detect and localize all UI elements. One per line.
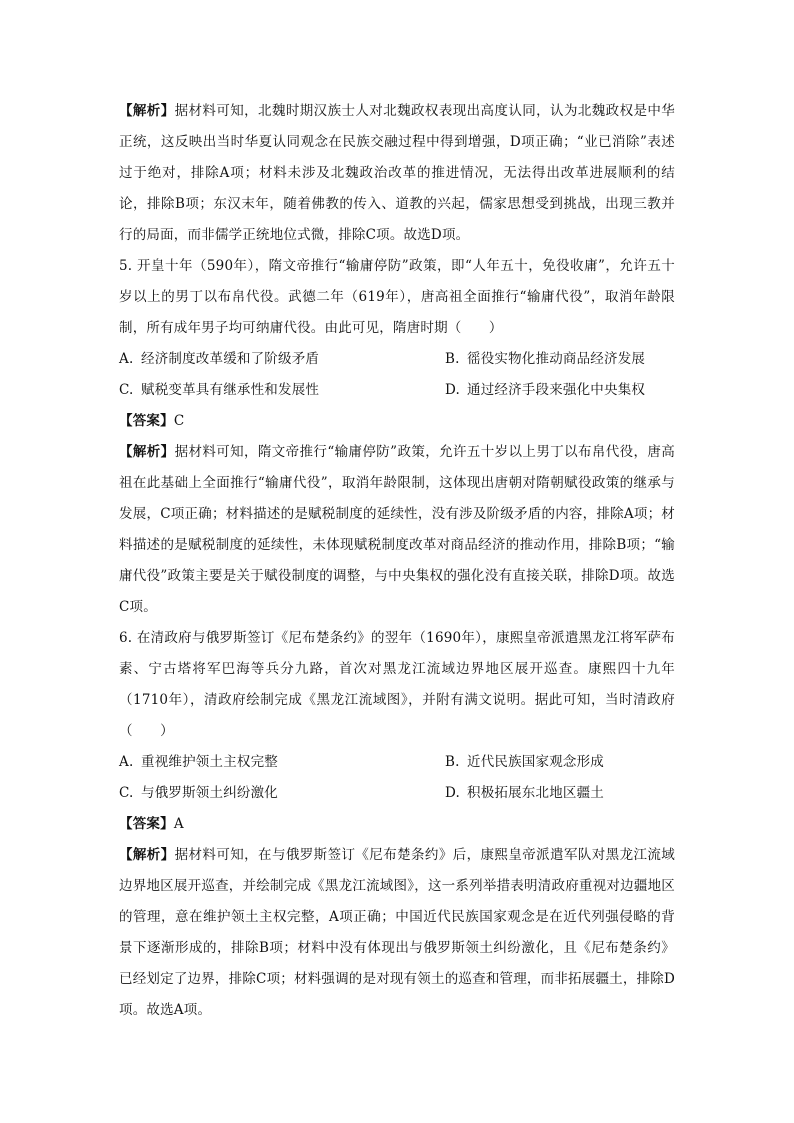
question-options-5	[119, 344, 675, 406]
option-letter: B.	[445, 351, 460, 367]
option-c	[119, 778, 445, 809]
option-letter: B.	[445, 754, 460, 770]
option-text: 通过经济手段来强化中央集权	[467, 382, 646, 398]
analysis-text: 据材料可知，在与俄罗斯签订《尼布楚条约》后，康熙皇帝派遣军队对黑龙江流域边界地区展开巡查，并绘制完成《黑龙江流域图》，这一系列举措表明清政府重视对边疆地区的管理，意在维护领土主权完整，A项正确；中国近代民族国家观念是在近代列强侵略的背景下逐渐形成的，排除B项；材料中没有体现出与俄罗斯领土纠纷激化，且《尼布楚条约》已经划定了边界，排除C项；材料强调的是对现有领土的巡查和管理，而非拓展疆土，排除D项。故选A项。	[119, 847, 675, 1018]
option-d	[445, 778, 675, 809]
question-stem-6: 6. 在清政府与俄罗斯签订《尼布楚条约》的翌年（1690年），康熙皇帝派遣黑龙江将军萨布素、宁古塔将军巴海等兵分九路，首次对黑龙江流域边界地区展开巡查。康熙四十九年（1710年），清政府绘制完成《黑龙江流域图》，并附有满文说明。据此可知，当时清政府（ ）	[119, 630, 675, 739]
option-letter: A.	[119, 754, 134, 770]
answer-label: 【答案】	[119, 816, 174, 832]
analysis-label: 【解析】	[119, 444, 175, 460]
answer-line-6	[119, 809, 675, 840]
option-text: 赋税变革具有继承性和发展性	[141, 382, 320, 398]
answer-label: 【答案】	[119, 413, 174, 429]
option-letter: D.	[445, 382, 461, 398]
analysis-label: 【解析】	[119, 847, 175, 863]
option-letter: D.	[445, 785, 461, 801]
question-stem-5: 5. 开皇十年（590年），隋文帝推行“输庸停防”政策，即“人年五十，免役收庸”，允许五十岁以上的男丁以布帛代役。武德二年（619年），唐高祖全面推行“输庸代役”，取消年龄限制，所有成年男子均可纳庸代役。由此可见，隋唐时期（ ）	[119, 258, 675, 336]
option-letter: C.	[119, 785, 134, 801]
document-page	[119, 96, 675, 1026]
answer-value: C	[173, 413, 185, 429]
option-a	[119, 747, 445, 778]
answer-line-5	[119, 406, 675, 437]
question-options-6	[119, 747, 675, 809]
option-b	[445, 747, 675, 778]
analysis-text: 据材料可知，北魏时期汉族士人对北魏政权表现出高度认同，认为北魏政权是中华正统，这反映出当时华夏认同观念在民族交融过程中得到增强，D项正确；“业已消除”表述过于绝对，排除A项；材料未涉及北魏政治改革的推进情况，无法得出改革进展顺利的结论，排除B项；东汉末年，随着佛教的传入、道教的兴起，儒家思想受到挑战，出现三教并行的局面，而非儒学正统地位式微，排除C项。故选D项。	[119, 103, 675, 243]
answer-value: A	[173, 816, 184, 832]
option-text: 徭役实物化推动商品经济发展	[467, 351, 646, 367]
option-d	[445, 375, 675, 406]
option-letter: A.	[119, 351, 134, 367]
analysis-paragraph-5	[119, 437, 675, 623]
option-text: 与俄罗斯领土纠纷激化	[141, 785, 278, 801]
option-text: 重视维护领土主权完整	[141, 754, 278, 770]
option-letter: C.	[119, 382, 134, 398]
option-c	[119, 375, 445, 406]
analysis-paragraph-q4	[119, 96, 675, 251]
option-text: 近代民族国家观念形成	[467, 754, 604, 770]
analysis-text: 据材料可知，隋文帝推行“输庸停防”政策，允许五十岁以上男丁以布帛代役，唐高祖在此基础上全面推行“输庸代役”，取消年龄限制，这体现出唐朝对隋朝赋役政策的继承与发展，C项正确；材料描述的是赋税制度的延续性，没有涉及阶级矛盾的内容，排除A项；材料描述的是赋税制度的延续性，未体现赋税制度改革对商品经济的推动作用，排除B项；“输庸代役”政策主要是关于赋役制度的调整，与中央集权的强化没有直接关联，排除D项。故选C项。	[119, 444, 676, 615]
analysis-paragraph-6	[119, 840, 675, 1026]
option-text: 经济制度改革缓和了阶级矛盾	[141, 351, 320, 367]
option-b	[445, 344, 675, 375]
option-text: 积极拓展东北地区疆土	[467, 785, 604, 801]
analysis-label: 【解析】	[119, 103, 175, 119]
option-a	[119, 344, 445, 375]
